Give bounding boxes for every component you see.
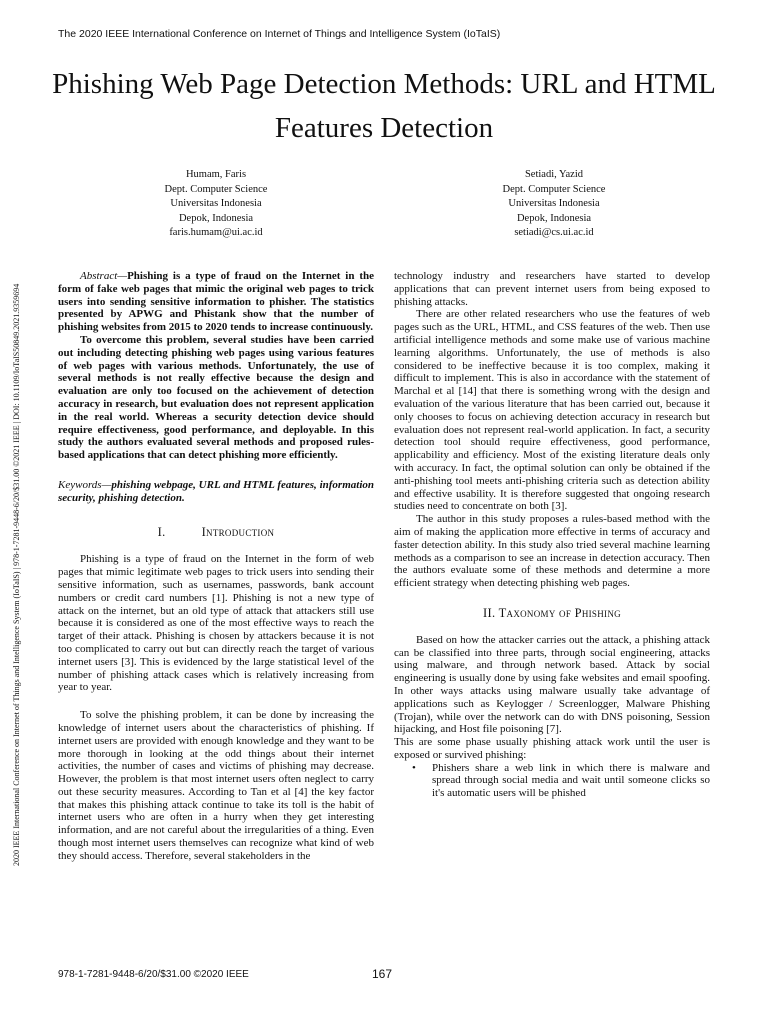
section-heading-taxonomy: II. Taxonomy of Phishing bbox=[483, 605, 621, 620]
author-block-1 bbox=[116, 168, 316, 241]
doi-side-note: 2020 IEEE International Conference on Internet of Things and Intelligence System (IoTaIS) | 978-1-7281-9448-6/20/$31.00 ©2021 IEEE | DOI: 10.1109/IoTaIS50849.2021.9359694 bbox=[12, 283, 21, 866]
intro-paragraph-4: The author in this study proposes a rules-based method with the aim of making the application more effective in terms of accuracy and faster detection ability. In this study also tried several machine learning methods as a comparison to see an increase in detection accuracy. Then the authors evaluate some of these methods and determine a more efficient strategy when detecting phishing web pages. bbox=[394, 513, 710, 590]
author-dept: Dept. Computer Science bbox=[502, 183, 606, 195]
abstract-paragraph-1: Abstract—Phishing is a type of fraud on the Internet in the form of fake web pages that mimic the original web pages to trick users into sending sensitive information to phisher. The statistics presented by APWG and Phistank show that the number of phishing websites from 2015 to 2020 tends to increase continuously. bbox=[58, 270, 374, 334]
author-block-2 bbox=[454, 168, 654, 241]
left-column bbox=[58, 270, 374, 863]
right-column bbox=[394, 270, 710, 800]
paper-title: Phishing Web Page Detection Methods: URL and HTML Features Detection bbox=[52, 68, 716, 144]
author-city: Depok, Indonesia bbox=[516, 212, 592, 224]
intro-paragraph-2: To solve the phishing problem, it can be done by increasing the knowledge of internet users about the characteristics of phishing. If internet users are provided with enough knowledge and they want to be more thorough in looking at the odd things about their internet activities, the number of cases and victims of phishing may decrease. However, the problem is that most internet users often neglect to carry out these security measures. According to Tan et al [4] the key factor that makes this phishing attack continue to take its toll is the habit of internet users who are often in a hurry when they get interesting information, and are not careful about the irregularities of a thing. Even though most internet users themselves can recognize what kind of web they should access. Therefore, several stakeholders in the bbox=[58, 709, 374, 862]
author-email: faris.humam@ui.ac.id bbox=[169, 227, 263, 239]
abstract-paragraph-2: To overcome this problem, several studies have been carried out including detecting phishing web pages using various features of web pages with various methods. Unfortunately, the use of several methods is not really effective because the design and evaluation are only too focused on the achievement of detection accuracy in research, but evaluation does not represent application in the real world. Whereas a security detection device should require effectiveness, good performance, and deployable. In this study the authors evaluated several methods and proposed rules-based applications that can detect phishing more efficiently. bbox=[58, 333, 374, 462]
author-name: Humam, Faris bbox=[185, 169, 247, 180]
author-email: setiadi@cs.ui.ac.id bbox=[514, 227, 594, 239]
keywords: Keywords—phishing webpage, URL and HTML features, information security, phishing detection. bbox=[58, 478, 374, 504]
list-item: • Phishers share a web link in which there is malware and spread through social media and wait until someone clicks so it's automatic users will be phished bbox=[432, 762, 710, 800]
author-city: Depok, Indonesia bbox=[178, 212, 254, 224]
author-name: Setiadi, Yazid bbox=[524, 169, 584, 180]
abstract-label: Abstract— bbox=[80, 270, 128, 282]
conference-header: The 2020 IEEE International Conference on Internet of Things and Intelligence System (IoTaIS) bbox=[58, 28, 501, 40]
section-heading-introduction: I. Introduction bbox=[157, 524, 275, 539]
author-university: Universitas Indonesia bbox=[170, 198, 262, 210]
taxonomy-paragraph-2: This are some phase usually phishing attack work until the user is exposed or survived phishing: bbox=[394, 736, 710, 761]
author-university: Universitas Indonesia bbox=[508, 198, 600, 210]
intro-paragraph-1: Phishing is a type of fraud on the Internet in the form of web pages that mimic legitimate web pages to trick users into sending their sensitive information, such as usernames, passwords, bank account numbers or credit card numbers [1]. Phishing is not a new type of attack on the internet, but an old type of attack that attackers still use because it is considered as one of the most effective ways to reach the target of their attack. Phishing is chosen by attackers because it is not too complicated to carry out but can directly reach the target of various internet users [3]. This is evidenced by the large statistical level of the number of phishing attack cases which is relatively increasing from year to year. bbox=[58, 553, 374, 694]
intro-paragraph-2-continued: technology industry and researchers have started to develop applications that can prevent internet users from being exposed to phishing attacks. bbox=[394, 270, 710, 308]
taxonomy-bullet-list bbox=[394, 762, 710, 800]
keywords-label: Keywords— bbox=[58, 478, 112, 491]
intro-paragraph-3: There are other related researchers who use the features of web pages such as the URL, HTML, and CSS features of the web. Then use artificial intelligence methods and some make use of various machine learning algorithms. Unfortunately, the use of methods is also considered to be ineffective because it is too complex, making it difficult to implement. This is also in accordance with the statement of Marchal et al [14] that there is something wrong with the design and evaluation of the various literature that has been carried out, because it only chooses to focus on achieving detection accuracy in research but evaluation does not represent real-world application. In fact, a security detection tool should require effectiveness, good performance, applicability and efficiency. Most of the existing literature deals only with accuracy. In fact, the optimal solution can only be obtained if the anti-phishing tool meets anti-phishing criteria such as detection ability and effective usability. It is therefore suggested that ongoing research studies need to concentrate on both [3]. bbox=[394, 308, 710, 513]
taxonomy-paragraph-1: Based on how the attacker carries out the attack, a phishing attack can be classified into three parts, through social engineering, attacks using malware, and through network based. Attack by social engineering is usually done by using fake websites and email spoofing. In other ways attacks using malware usually take advantage of applications such as Keylogger / Screenlogger, Malware Phishing (Trojan), while over the network can do with DNS poisoning, Session hijacking, and Host file poisoning [7]. bbox=[394, 633, 710, 736]
page-number: 167 bbox=[372, 967, 393, 981]
abstract bbox=[58, 270, 374, 462]
copyright-footer: 978-1-7281-9448-6/20/$31.00 ©2020 IEEE bbox=[58, 969, 249, 980]
author-dept: Dept. Computer Science bbox=[164, 183, 268, 195]
